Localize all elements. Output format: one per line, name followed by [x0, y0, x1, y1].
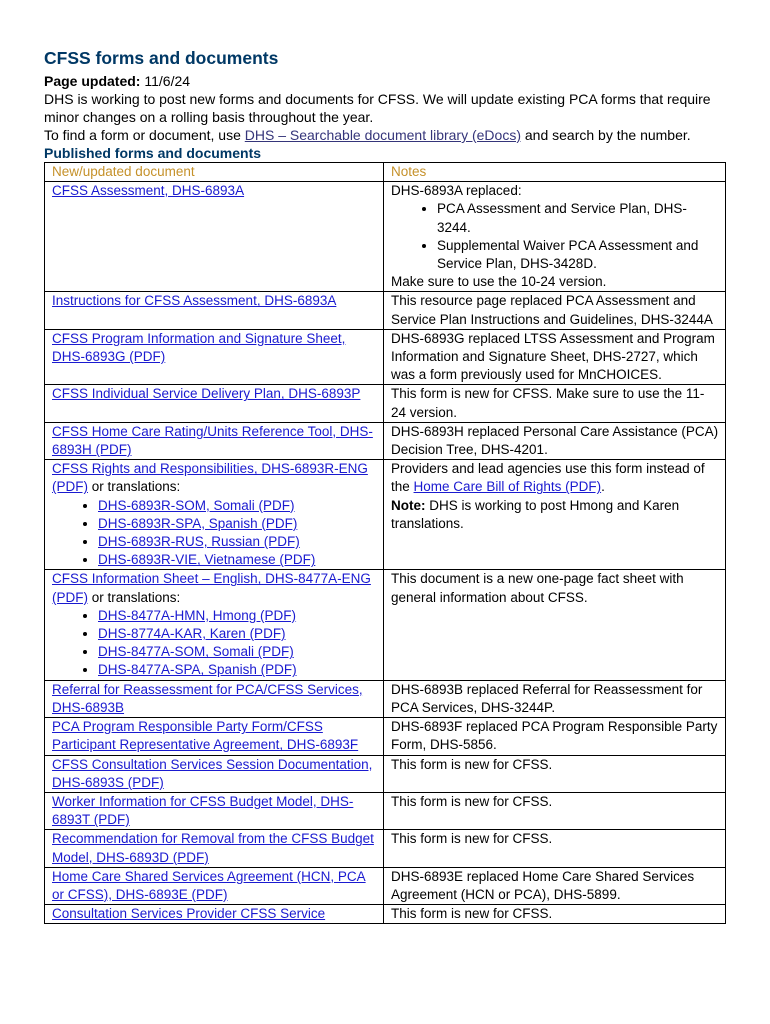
table-row: [45, 680, 726, 717]
doc-link-8477a-eng[interactable]: CFSS Information Sheet – English, DHS-8477A-ENG (PDF): [52, 571, 371, 605]
doc-link-6893h[interactable]: CFSS Home Care Rating/Units Reference Tool, DHS-6893H (PDF): [52, 423, 373, 458]
doc-link-6893d[interactable]: Recommendation for Removal from the CFSS Budget Model, DHS-6893D (PDF): [52, 831, 374, 865]
notes-cell: This form is new for CFSS.: [384, 792, 726, 829]
translations-label: or translations:: [91, 479, 181, 495]
notes-cell: This form is new for CFSS.: [384, 905, 726, 924]
doc-link-6893t[interactable]: Worker Information for CFSS Budget Model, DHS-6893T (PDF): [52, 793, 354, 828]
edocs-library-link[interactable]: DHS – Searchable document library (eDocs): [244, 127, 521, 143]
home-care-bill-of-rights-link[interactable]: Home Care Bill of Rights (PDF): [413, 479, 602, 495]
list-item: [98, 661, 377, 679]
table-row: [45, 422, 726, 459]
list-item: • Supplemental Waiver PCA Assessment and Service Plan, DHS-3428D.: [437, 237, 719, 273]
note-text: DHS is working to post Hmong and Karen translations.: [391, 497, 680, 531]
table-row: [45, 570, 726, 680]
column-header-document: New/updated document: [45, 163, 384, 182]
intro-paragraph: DHS is working to post new forms and documents for CFSS. We will update existing PCA forms that require minor changes on a rolling basis throughout the year.: [44, 91, 711, 125]
note-text: Providers and lead agencies use this form instead of the: [391, 461, 705, 495]
note-punct: .: [601, 479, 605, 495]
notes-cell: This form is new for CFSS.: [384, 830, 726, 867]
doc-link-6893e[interactable]: Home Care Shared Services Agreement (HCN, PCA or CFSS), DHS-6893E (PDF): [52, 868, 366, 902]
notes-cell: DHS-6893H replaced Personal Care Assistance (PCA) Decision Tree, DHS-4201.: [384, 422, 726, 459]
table-row: [45, 718, 726, 755]
notes-cell: This resource page replaced PCA Assessment and Service Plan Instructions and Guidelines, DHS-3244A: [384, 292, 726, 329]
table-row: [45, 867, 726, 904]
translation-link[interactable]: DHS-6893R-VIE, Vietnamese (PDF): [98, 552, 316, 568]
table-row: [45, 830, 726, 867]
intro-edocs-post: and search by the number.: [524, 127, 691, 143]
translation-link[interactable]: DHS-6893R-SPA, Spanish (PDF): [98, 515, 298, 531]
doc-link-6893a[interactable]: CFSS Assessment, DHS-6893A: [52, 183, 245, 199]
translation-link[interactable]: DHS-6893R-SOM, Somali (PDF): [98, 497, 295, 513]
column-header-notes: Notes: [384, 163, 726, 182]
table-row: [45, 755, 726, 792]
list-item: [98, 607, 377, 625]
replaced-list: [391, 200, 719, 273]
table-row: [45, 292, 726, 329]
list-item: [98, 625, 377, 643]
translations-list: [52, 607, 377, 680]
translation-link[interactable]: DHS-6893R-RUS, Russian (PDF): [98, 534, 300, 550]
notes-cell: [384, 182, 726, 292]
list-item: [98, 515, 377, 533]
doc-link-6893s[interactable]: CFSS Consultation Services Session Documentation, DHS-6893S (PDF): [52, 756, 373, 790]
table-row: [45, 385, 726, 422]
page-updated: [44, 72, 726, 90]
translation-link[interactable]: DHS-8477A-HMN, Hmong (PDF): [98, 607, 297, 623]
doc-link-6893a-instructions[interactable]: Instructions for CFSS Assessment, DHS-6893A: [52, 293, 337, 309]
page-updated-label: Page updated:: [44, 73, 141, 89]
translation-link[interactable]: DHS-8774A-KAR, Karen (PDF): [98, 626, 286, 642]
intro-edocs-pre: To find a form or document, use: [44, 127, 241, 143]
notes-cell: DHS-6893E replaced Home Care Shared Services Agreement (HCN or PCA), DHS-5899.: [384, 867, 726, 904]
table-row: [45, 329, 726, 385]
list-item: [98, 497, 377, 515]
doc-link-6893f[interactable]: PCA Program Responsible Party Form/CFSS Participant Representative Agreement, DHS-6893F: [52, 719, 359, 753]
page-title: CFSS forms and documents: [44, 48, 279, 68]
list-item: • PCA Assessment and Service Plan, DHS-3244.: [437, 200, 719, 236]
translations-list: [52, 497, 377, 570]
list-item: [98, 643, 377, 661]
notes-cell: This form is new for CFSS.: [384, 755, 726, 792]
doc-link-consultation-provider[interactable]: Consultation Services Provider CFSS Service: [52, 906, 326, 922]
table-row: [45, 182, 726, 292]
table-header-row: [45, 163, 726, 182]
notes-cell: This document is a new one-page fact sheet with general information about CFSS.: [384, 570, 726, 680]
document-page: [44, 47, 726, 924]
notes-cell: DHS-6893G replaced LTSS Assessment and Program Information and Signature Sheet, DHS-2727, which was a form previously used for MnCHOICES.: [384, 329, 726, 385]
table-row: [45, 792, 726, 829]
notes-cell: DHS-6893B replaced Referral for Reassessment for PCA Services, DHS-3244P.: [384, 680, 726, 717]
list-item: [98, 533, 377, 551]
translation-link[interactable]: DHS-8477A-SOM, Somali (PDF): [98, 644, 294, 660]
table-row: [45, 905, 726, 924]
list-item: [98, 551, 377, 569]
note-text: DHS-6893A replaced:: [391, 183, 522, 199]
translations-label: or translations:: [91, 589, 181, 605]
table-row: [45, 460, 726, 570]
notes-cell: This form is new for CFSS. Make sure to use the 11-24 version.: [384, 385, 726, 422]
section-title: Published forms and documents: [44, 145, 262, 161]
note-text: Make sure to use the 10-24 version.: [391, 274, 607, 290]
notes-cell: [384, 460, 726, 570]
doc-link-6893r-eng[interactable]: CFSS Rights and Responsibilities, DHS-6893R-ENG (PDF): [52, 461, 368, 495]
doc-link-6893g[interactable]: CFSS Program Information and Signature Sheet, DHS-6893G (PDF): [52, 330, 346, 365]
doc-link-6893b[interactable]: Referral for Reassessment for PCA/CFSS Services, DHS-6893B: [52, 681, 363, 715]
doc-link-6893p[interactable]: CFSS Individual Service Delivery Plan, DHS-6893P: [52, 386, 361, 402]
translation-link[interactable]: DHS-8477A-SPA, Spanish (PDF): [98, 662, 297, 678]
notes-cell: DHS-6893F replaced PCA Program Responsible Party Form, DHS-5856.: [384, 718, 726, 755]
forms-table: [44, 162, 726, 924]
intro-edocs-paragraph: [44, 126, 726, 144]
note-label: Note:: [391, 497, 426, 513]
page-updated-date: 11/6/24: [144, 73, 191, 89]
